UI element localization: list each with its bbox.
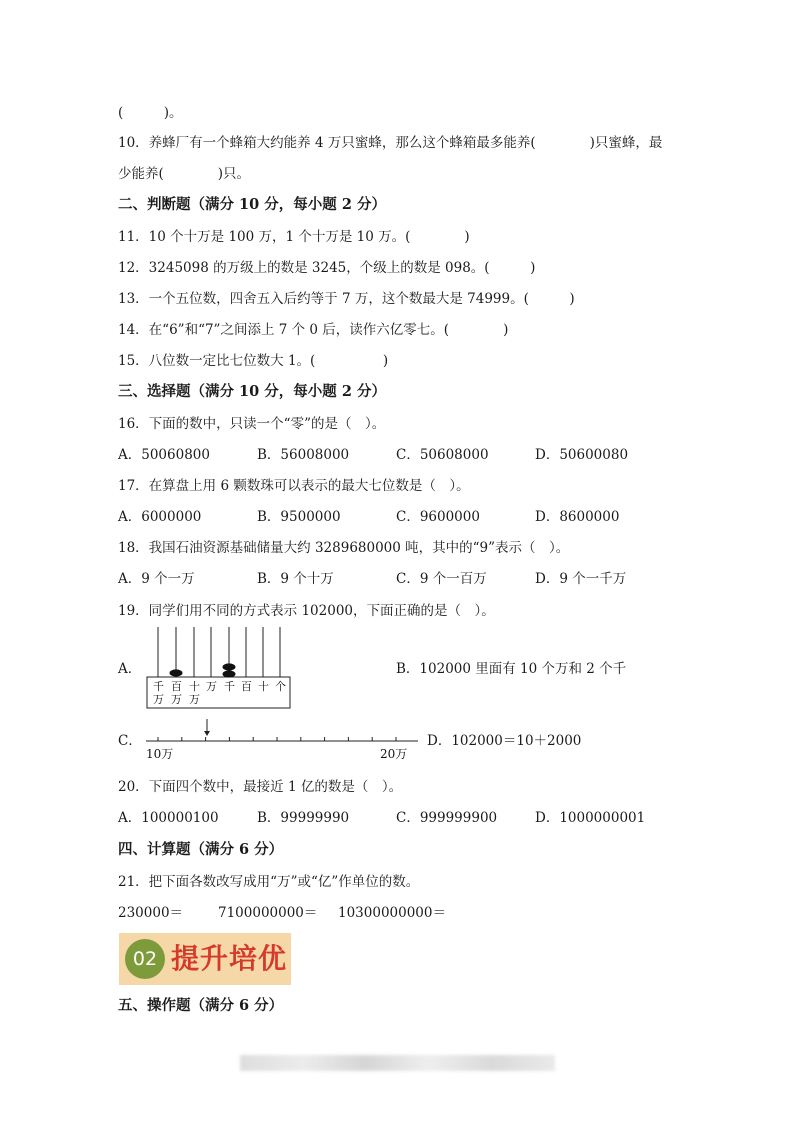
abacus-place-label: 万 [189,693,200,706]
q18-option-d: D．9 个一千万 [535,571,627,587]
q20-option-a: A．100000100 [118,810,219,826]
abacus-place-label: 百 [241,680,252,693]
q17-option-a: A．6000000 [118,509,202,525]
section-choice-heading: 三、选择题（满分 10 分，每小题 2 分） [118,383,386,400]
question-17: 17．在算盘上用 6 颗数珠可以表示的最大七位数是（ ）。 [118,478,470,494]
q20-option-b: B．99999990 [257,810,350,826]
q20-option-c: C．999999900 [396,810,498,826]
question-16: 16．下面的数中，只读一个“零”的是（ ）。 [118,416,386,432]
number-line-figure [138,715,423,765]
question-21: 21．把下面各数改写成用“万”或“亿”作单位的数。 [118,874,420,890]
abacus-bead [170,669,183,676]
abacus-bead [223,663,236,670]
q19-option-d: D．102000＝10＋2000 [427,733,582,749]
q20-option-d: D．1000000001 [535,810,646,826]
question-10-line1: 10．养蜂厂有一个蜂箱大约能养 4 万只蜜蜂，那么这个蜂箱最多能养( )只蜜蜂，最 [118,135,663,151]
q16-option-c: C．50608000 [396,447,489,463]
q21-item-2: 7100000000＝ [218,905,318,921]
abacus-bead [223,670,236,677]
question-19: 19．同学们用不同的方式表示 102000，下面正确的是（ ）。 [118,603,495,619]
question-18: 18．我国石油资源基础储量大约 3289680000 吨，其中的“9”表示（ ）。 [118,540,570,556]
section-operation-heading: 五、操作题（满分 6 分） [118,997,284,1014]
q21-item-1: 230000＝ [118,905,184,921]
q21-item-3: 10300000000＝ [338,905,446,921]
abacus-place-label: 百 [171,680,182,693]
abacus-place-label: 千 [224,680,235,693]
q17-option-c: C．9600000 [396,509,480,525]
q16-option-b: B．56008000 [257,447,350,463]
question-12: 12．3245098 的万级上的数是 3245，个级上的数是 098。( ) [118,260,536,276]
question-15: 15．八位数一定比七位数大 1。( ) [118,353,389,369]
section-judgement-heading: 二、判断题（满分 10 分，每小题 2 分） [118,196,386,213]
q19-option-c-label: C． [118,733,142,749]
q17-option-d: D．8600000 [535,509,620,525]
question-11: 11．10 个十万是 100 万，1 个十万是 10 万。( ) [118,229,470,245]
q16-option-a: A．50060800 [118,447,210,463]
q18-option-b: B．9 个十万 [257,571,334,587]
question-13: 13．一个五位数，四舍五入后约等于 7 万，这个数最大是 74999。( ) [118,291,575,307]
question-20: 20．下面四个数中，最接近 1 亿的数是（ ）。 [118,779,403,795]
badge-number: 02 [125,939,165,979]
number-line-end-label: 20万 [380,747,408,761]
question-14: 14．在“6”和“7”之间添上 7 个 0 后，读作六亿零七。( ) [118,322,509,338]
q18-option-c: C．9 个一百万 [396,571,487,587]
q16-option-d: D．50600080 [535,447,629,463]
badge-title: 提升培优 [171,942,288,975]
section-badge [119,933,291,985]
q9-answer-line: ( )。 [118,105,183,121]
q19-option-b: B．102000 里面有 10 个万和 2 个千 [396,661,627,677]
abacus-place-label: 万 [171,693,182,706]
abacus-place-label: 十 [189,680,200,693]
abacus-place-label: 万 [206,680,217,693]
abacus-place-label: 个 [275,680,286,693]
question-10-line2: 少能养( )只。 [118,166,251,182]
abacus-figure [140,625,295,713]
abacus-place-label: 万 [153,693,164,706]
q19-option-a-label: A． [118,661,142,677]
arrow-head [204,731,210,736]
abacus-place-label: 千 [153,680,164,693]
blurred-footer [240,1055,555,1071]
abacus-place-label: 十 [258,680,269,693]
number-line-start-label: 10万 [146,747,174,761]
section-calculation-heading: 四、计算题（满分 6 分） [118,841,284,858]
q17-option-b: B．9500000 [257,509,341,525]
q18-option-a: A．9 个一万 [118,571,195,587]
